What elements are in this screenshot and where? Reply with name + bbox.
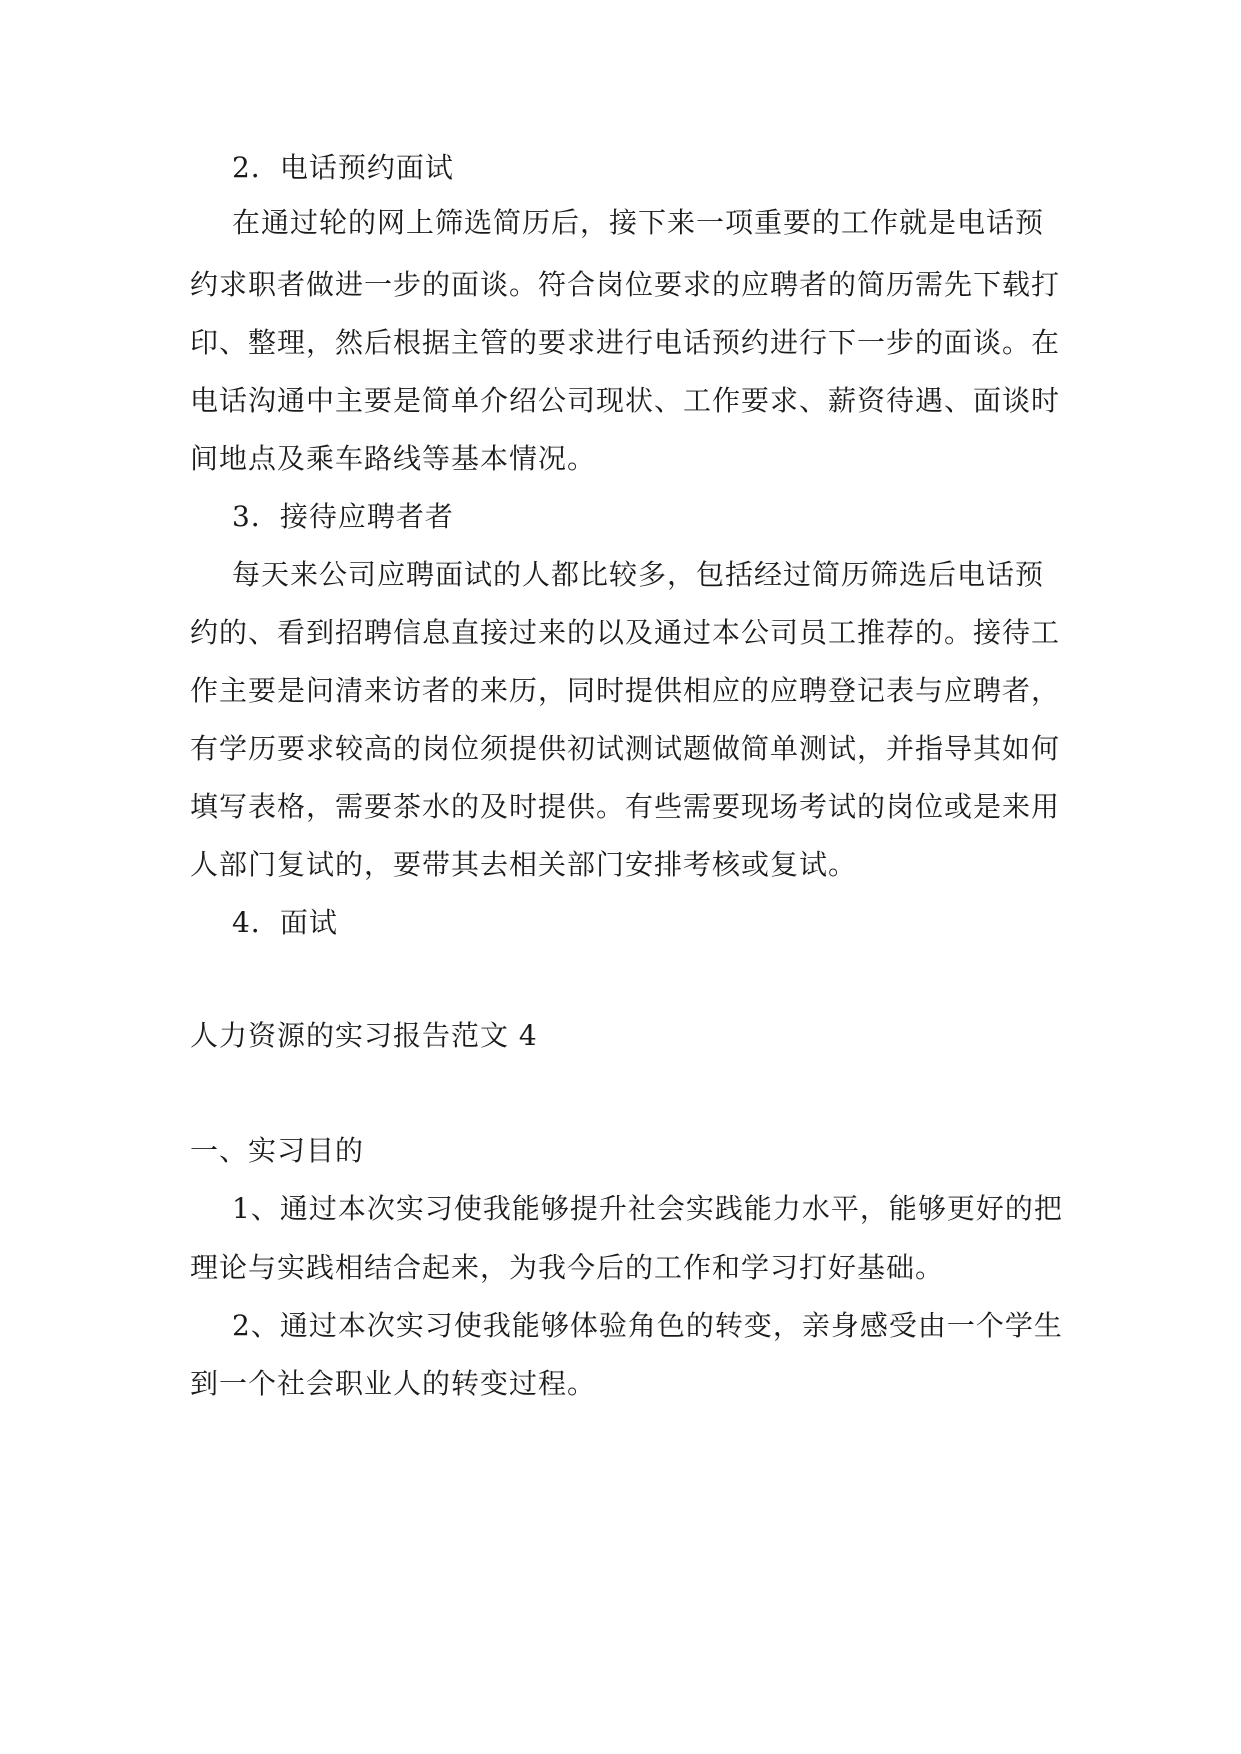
paragraph-line: 到一个社会职业人的转变过程。 <box>190 1367 597 1400</box>
paragraph-line: 理论与实践相结合起来，为我今后的工作和学习打好基础。 <box>190 1251 945 1284</box>
paragraph-line: 有学历要求较高的岗位须提供初试测试题做简单测试，并指导其如何 <box>190 732 1061 765</box>
paragraph-line: 约求职者做进一步的面谈。符合岗位要求的应聘者的简历需先下载打 <box>190 268 1061 301</box>
section-heading-reception: 3．接待应聘者者 <box>232 500 454 533</box>
paragraph-line: 约的、看到招聘信息直接过来的以及通过本公司员工推荐的。接待工 <box>190 616 1061 649</box>
paragraph-line: 2、通过本次实习使我能够体验角色的转变，亲身感受由一个学生 <box>232 1309 1063 1342</box>
paragraph-line: 在通过轮的网上筛选简历后，接下来一项重要的工作就是电话预 <box>232 206 1045 239</box>
paragraph-line: 电话沟通中主要是简单介绍公司现状、工作要求、薪资待遇、面谈时 <box>190 384 1061 417</box>
section-heading-phone-interview: 2．电话预约面试 <box>232 151 454 184</box>
report-title: 人力资源的实习报告范文 4 <box>190 1019 538 1052</box>
section-heading-interview: 4．面试 <box>232 906 338 939</box>
paragraph-line: 人部门复试的，要带其去相关部门安排考核或复试。 <box>190 848 858 881</box>
paragraph-line: 印、整理，然后根据主管的要求进行电话预约进行下一步的面谈。在 <box>190 326 1061 359</box>
paragraph-line: 1、通过本次实习使我能够提升社会实践能力水平，能够更好的把 <box>232 1192 1063 1225</box>
paragraph-line: 每天来公司应聘面试的人都比较多，包括经过简历筛选后电话预 <box>232 558 1045 591</box>
paragraph-line: 间地点及乘车路线等基本情况。 <box>190 442 597 475</box>
paragraph-line: 填写表格，需要茶水的及时提供。有些需要现场考试的岗位或是来用 <box>190 790 1061 823</box>
section-heading-internship-purpose: 一、实习目的 <box>190 1134 365 1167</box>
paragraph-line: 作主要是问清来访者的来历，同时提供相应的应聘登记表与应聘者， <box>190 674 1061 707</box>
